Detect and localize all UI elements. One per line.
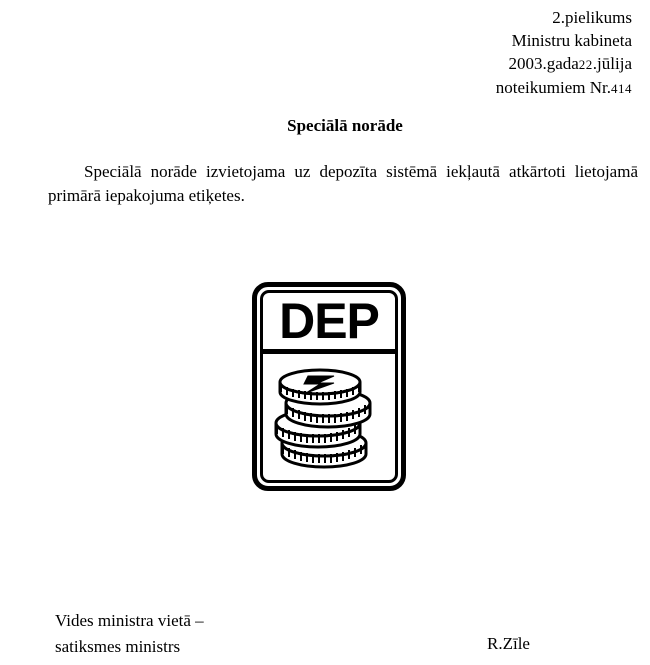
signature-role-line1: Vides ministra vietā – xyxy=(55,611,204,630)
dep-mark-label: DEP xyxy=(260,292,398,354)
header-line-appendix: 2.pielikums xyxy=(552,8,632,27)
body-paragraph: Speciālā norāde izvietojama uz depozīta sistēmā iekļautā atkārtoti lietojamā primārā iepakojuma etiķetes. xyxy=(48,162,638,205)
header-date-day: 22 xyxy=(578,57,593,72)
signature-name: R.Zīle xyxy=(487,634,530,653)
page-title: Speciālā norāde xyxy=(287,116,403,135)
header-date-prefix: 2003.gada xyxy=(508,54,579,73)
header-line-cabinet: Ministru kabineta xyxy=(511,31,632,50)
header-line-rules xyxy=(496,76,632,100)
signature-role xyxy=(55,608,204,660)
header-rules-number: 414 xyxy=(611,81,632,96)
header-date-month: .jūlija xyxy=(592,54,632,73)
document-header xyxy=(496,6,632,100)
header-line-date xyxy=(496,52,632,76)
signature-role-line2: satiksmes ministrs xyxy=(55,637,181,656)
header-rules-prefix: noteikumiem Nr. xyxy=(495,78,611,97)
stacked-coins-icon xyxy=(264,360,394,479)
dep-mark xyxy=(252,282,406,491)
